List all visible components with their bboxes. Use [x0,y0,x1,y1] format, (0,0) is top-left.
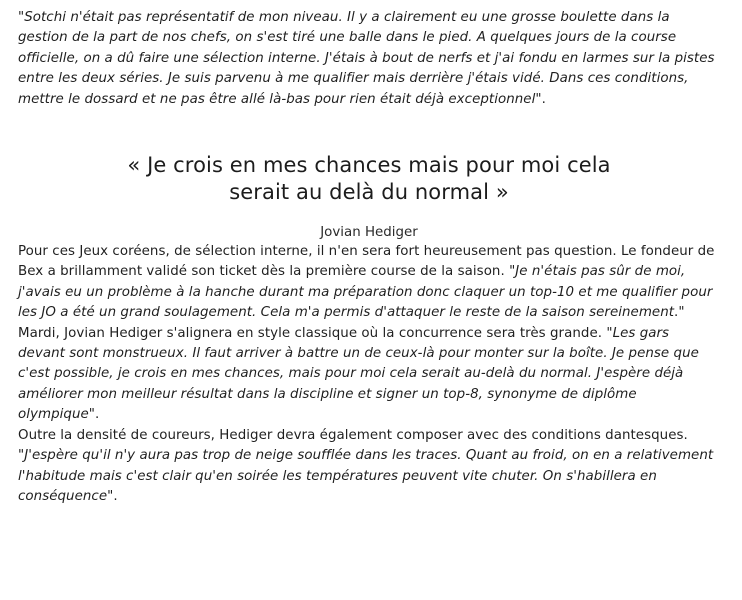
paragraph-text: Pour ces Jeux coréens, de sélection interne, il n'en sera fort heureusement pas question. Le fondeur de Bex a brillamment validé son ticket dès la première course de la saison. " [18,244,715,280]
pull-quote-line-2: serait au delà du normal » [229,180,509,205]
pull-quote-line-1: « Je crois en mes chances mais pour moi cela [127,153,611,178]
quote-text: Sotchi n'était pas représentatif de mon niveau. Il y a clairement eu une grosse boulette dans la gestion de la part de nos chefs, on s'est tiré une balle dans le pied. A quelques jours de la course officielle, on a dû faire une sélection interne. J'étais à bout de nerfs et j'ai fondu en larmes sur la pistes entre les deux séries. Je suis parvenu à me qualifier mais derrière j'étais vidé. Dans ces conditions, mettre le dossard et ne pas être allé là-bas pour rien était déjà exceptionnel [18,10,715,107]
paragraph-text: Outre la densité de coureurs, Hediger devra également composer avec des conditions dantesques. " [18,427,688,464]
quote-text: Les gars devant sont monstrueux. Il faut arriver à battre un de ceux-là pour monter sur la boîte. Je pense que c'est possible, je crois en mes chances, mais pour moi cela serait au-delà du normal. J'espère déjà améliorer mon meilleur résultat dans la discipline et signer un top-8, synonyme de diplôme olympique [18,325,699,423]
paragraph-text: Mardi, Jovian Hediger s'alignera en style classique où la concurrence sera très grande. " [18,325,613,341]
quote-close-mark: ". [535,91,546,107]
quote-text: Je n'étais pas sûr de moi, j'avais eu un problème à la hanche durant ma préparation donc claquer un top-10 et me qualifier pour les JO a été un grand soulagement. Cela m'a permis d'attaquer le reste de la saison sereinement [18,264,713,321]
pull-quote-author: Jovian Hediger [320,225,418,241]
paragraph-tuesday-race [18,324,720,426]
quote-close-mark: ." [674,305,685,321]
quote-close-mark: ". [107,488,118,504]
paragraph-sotchi-quote [18,8,720,110]
quote-text: J'espère qu'il n'y aura pas trop de neige soufflée dans les traces. Quant au froid, on en a relativement l'habitude mais c'est clair qu'en soirée les températures peuvent vite chuter. On s'habillera en conséquence [18,448,714,504]
paragraph-conditions [18,426,720,508]
pull-quote [18,152,720,206]
quote-close-mark: ". [88,407,100,423]
quote-open-mark: " [18,10,25,25]
paragraph-korean-games [18,242,720,324]
